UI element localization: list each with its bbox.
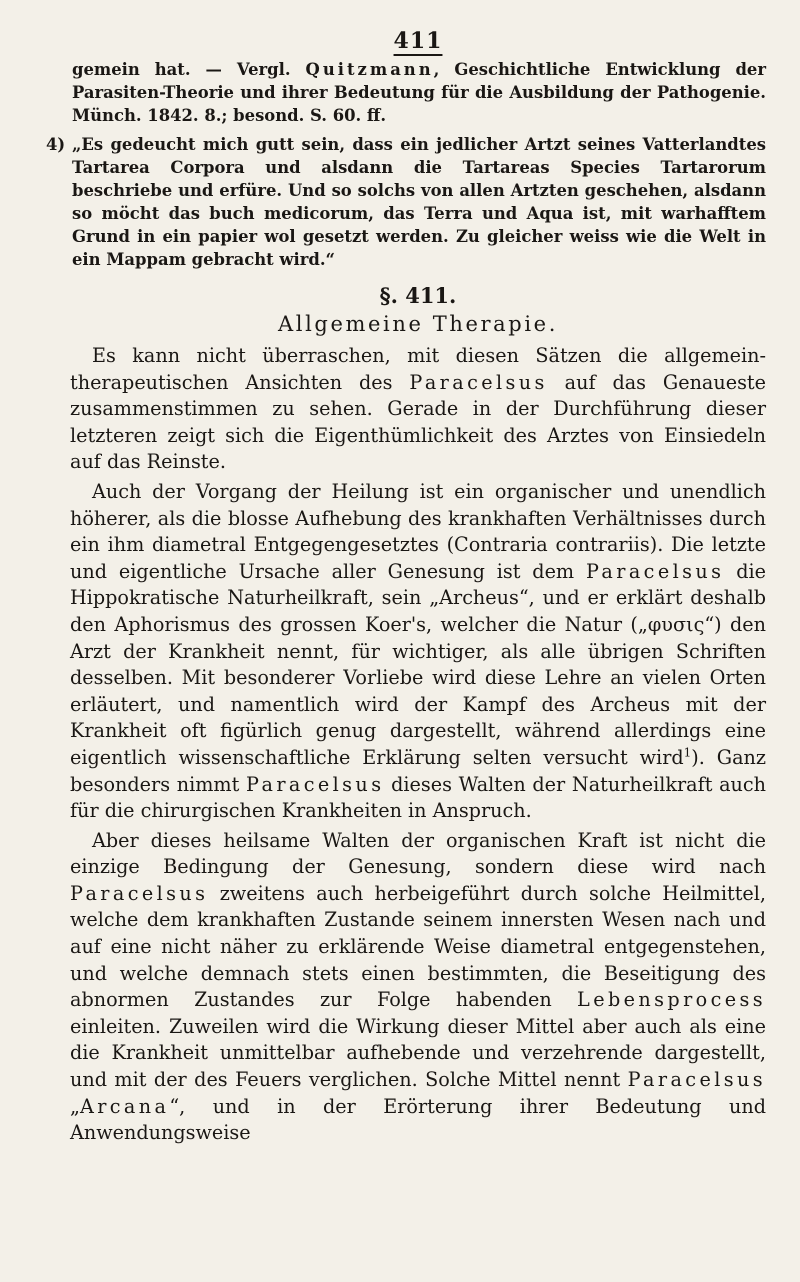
spaced-term-lebensprocess: Lebensprocess	[577, 988, 766, 1012]
paragraph-3	[70, 828, 766, 1147]
name-paracelsus: Paracelsus	[585, 559, 725, 583]
paragraph-text: Aber dieses heilsame Walten der organischen Kraft ist nicht die einzige Bedingung der Genesung, sondern diese wird nach	[70, 828, 766, 879]
paragraph-text: Es kann nicht überraschen, mit diesen Sätzen die allgemein-therapeutischen Ansichten des	[70, 344, 766, 394]
paragraph-2	[70, 479, 766, 825]
footnote-text: , Geschichtliche Entwicklung der Parasiten-Theorie und ihrer Bedeutung für die Ausbildung der Pathogenie. Münch. 1842. 8.; besond. S. 60. ff.	[72, 60, 766, 125]
name-paracelsus: Paracelsus	[409, 370, 548, 394]
name-paracelsus: Paracelsus	[70, 881, 209, 905]
paragraph-text: einleiten. Zuweilen wird die Wirkung dieser Mittel aber auch als eine die Krankheit unmittelbar aufhebende und verzehrende dargestellt, und mit der des Feuers verglichen. Solche Mittel nennt	[70, 1014, 766, 1092]
footnote-reference: 1	[683, 745, 692, 760]
section-number: §. 411.	[379, 283, 457, 308]
footnote-number: 4)	[46, 135, 66, 154]
footnote-author: Quitzmann	[305, 60, 434, 79]
name-paracelsus: Paracelsus	[627, 1068, 766, 1092]
footnote-continuation	[72, 58, 766, 127]
paragraph-text: “, und in der Erörterung ihrer Bedeutung und Anwendungsweise	[70, 1094, 766, 1145]
footnote-text: gemein hat. — Vergl.	[72, 60, 306, 79]
paragraph-text: die Hippokratische Naturheilkraft, sein „Archeus“, und er erklärt deshalb den Aphorismus des grossen Koer's, welcher die Natur („φυσις“) den Arzt der Krankheit nennt, für wichtiger, als alle übrigen Schriften desselben. Mit besonderer Vorliebe wird diese Lehre an vielen Orten erläutert, und namentlich wird der Kampf des Archeus mit der Krankheit oft figürlich genug dargestellt, während allerdings eine eigentlich wissenschaftliche Erklärung selten versucht wird	[70, 559, 767, 769]
name-paracelsus: Paracelsus	[246, 772, 385, 796]
paragraph-1	[70, 343, 766, 476]
page-number: 411	[393, 28, 443, 54]
section-title: Allgemeine Therapie.	[278, 312, 558, 336]
paragraph-text: „	[70, 1094, 80, 1118]
footnote-text: „Es gedeucht mich gutt sein, dass ein jedlicher Artzt seines Vatterlandtes Tartarea Corpora und alsdann die Tartareas Species Tartarorum beschriebe und erfüre. Und so solchs von allen Artzten geschehen, alsdann so möcht das buch medicorum, das Terra und Aqua ist, mit warhafftem Grund in ein papier wol gesetzt werden. Zu gleicher weiss wie die Welt in ein Mappam gebracht wird.“	[72, 135, 766, 269]
paragraph-text: Auch der Vorgang der Heilung ist ein organischer und unendlich höherer, als die blosse Aufhebung des krankhaften Verhältnisses durch ein ihm diametral Entgegengesetztes (Contraria contrariis). Die letzte und eigentliche Ursache aller Genesung ist dem	[70, 479, 766, 583]
spaced-term-arcana: Arcana	[79, 1094, 170, 1118]
book-page	[46, 28, 767, 1147]
footnote-4	[46, 133, 766, 271]
paragraph-text: zweitens auch herbeigeführt durch solche Heilmittel, welche dem krankhaften Zustande seinem innersten Wesen nach und auf eine nicht näher zu erklärende Weise diametral entgegenstehen, und welche demnach stets einen bestimmten, die Beseitigung des abnormen Zustandes zur Folge habenden	[70, 881, 766, 1012]
paragraph-text: ). Ganz besonders nimmt	[70, 745, 767, 796]
paragraph-text: dieses Walten der Naturheilkraft auch für die chirurgischen Krankheiten in Anspruch.	[70, 772, 767, 823]
paragraph-text: auf das Genaueste zusammenstimmen zu sehen. Gerade in der Durchführung dieser letzteren zeigt sich die Eigenthümlichkeit des Arztes von Einsiedeln auf das Reinste.	[70, 370, 766, 474]
